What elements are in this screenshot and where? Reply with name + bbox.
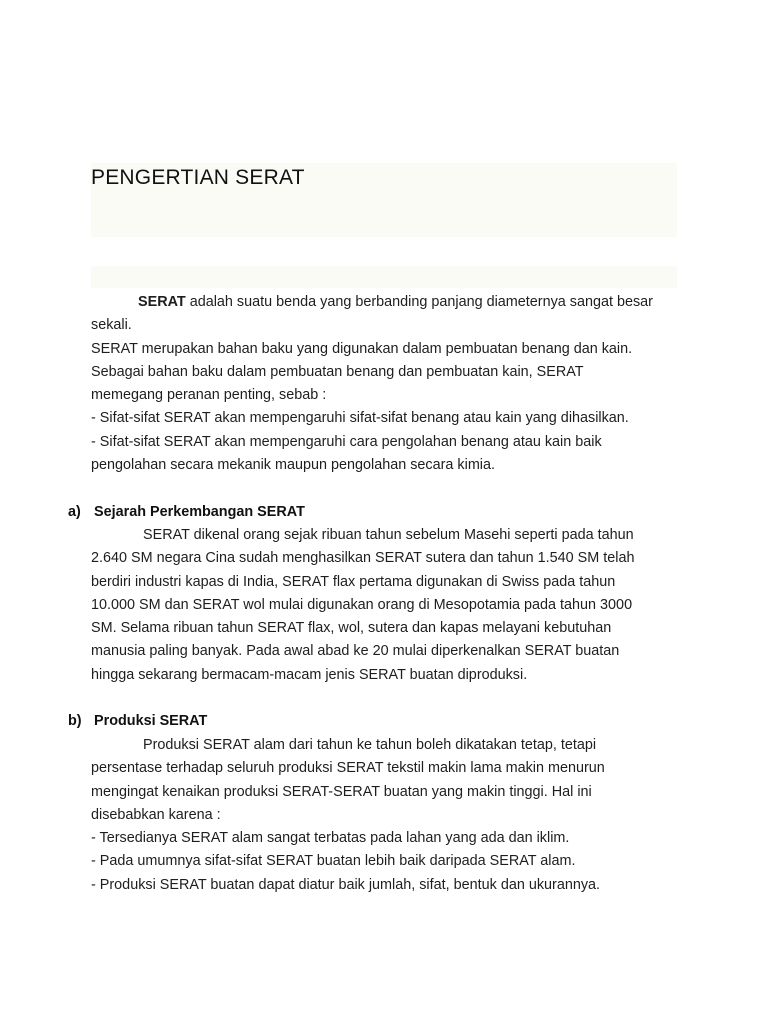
section-b-line: mengingat kenaikan produksi SERAT-SERAT buatan yang makin tinggi. Hal ini — [91, 783, 592, 800]
intro-line: Sebagai bahan baku dalam pembuatan benang dan pembuatan kain, SERAT — [91, 363, 584, 380]
section-a-line: manusia paling banyak. Pada awal abad ke 20 mulai diperkenalkan SERAT buatan — [91, 643, 620, 660]
intro-line — [91, 291, 691, 314]
section-a-paragraph — [91, 524, 691, 687]
section-b-marker: b) — [68, 713, 82, 729]
intro-paragraph — [91, 291, 691, 477]
title-underband — [91, 266, 677, 288]
section-b-line: - Tersedianya SERAT alam sangat terbatas pada lahan yang ada dan iklim. — [91, 830, 570, 847]
section-a-line: 2.640 SM negara Cina sudah menghasilkan SERAT sutera dan tahun 1.540 SM telah — [91, 550, 635, 567]
section-a-line: hingga sekarang bermacam-macam jenis SERAT buatan diproduksi. — [91, 666, 528, 683]
section-b-title: Produksi SERAT — [94, 713, 208, 729]
intro-line: - Sifat-sifat SERAT akan mempengaruhi cara pengolahan benang atau kain baik — [91, 433, 602, 450]
section-a-marker: a) — [68, 504, 81, 520]
section-b-line: - Produksi SERAT buatan dapat diatur baik jumlah, sifat, bentuk dan ukurannya. — [91, 876, 601, 893]
section-b-line: persentase terhadap seluruh produksi SERAT tekstil makin lama makin menurun — [91, 760, 605, 777]
intro-line: - Sifat-sifat SERAT akan mempengaruhi sifat-sifat benang atau kain yang dihasilkan. — [91, 410, 629, 427]
section-a-heading — [68, 504, 305, 520]
intro-lead-term: SERAT — [138, 294, 186, 310]
section-b-line: Produksi SERAT alam dari tahun ke tahun boleh dikatakan tetap, tetapi — [143, 737, 597, 753]
section-b-paragraph — [91, 734, 691, 897]
section-a-title: Sejarah Perkembangan SERAT — [94, 504, 305, 520]
section-a-line: 10.000 SM dan SERAT wol mulai digunakan orang di Mesopotamia pada tahun 3000 — [91, 596, 633, 613]
page-title: PENGERTIAN SERAT — [91, 166, 305, 189]
intro-line-rest: adalah suatu benda yang berbanding panjang diameternya sangat besar — [185, 294, 653, 310]
intro-line: pengolahan secara mekanik maupun pengolahan secara kimia. — [91, 457, 495, 474]
section-a-line: berdiri industri kapas di India, SERAT flax pertama digunakan di Swiss pada tahun — [91, 573, 616, 590]
section-b-heading — [68, 713, 207, 729]
section-b-line: - Pada umumnya sifat-sifat SERAT buatan lebih baik daripada SERAT alam. — [91, 853, 576, 870]
intro-line: SERAT merupakan bahan baku yang digunakan dalam pembuatan benang dan kain. — [91, 340, 633, 357]
section-a-line: SM. Selama ribuan tahun SERAT flax, wol, sutera dan kapas melayani kebutuhan — [91, 620, 612, 637]
intro-line: sekali. — [91, 317, 132, 334]
section-b-line: disebabkan karena : — [91, 806, 221, 823]
section-a-line: SERAT dikenal orang sejak ribuan tahun sebelum Masehi seperti pada tahun — [143, 527, 634, 543]
intro-line: memegang peranan penting, sebab : — [91, 387, 327, 404]
